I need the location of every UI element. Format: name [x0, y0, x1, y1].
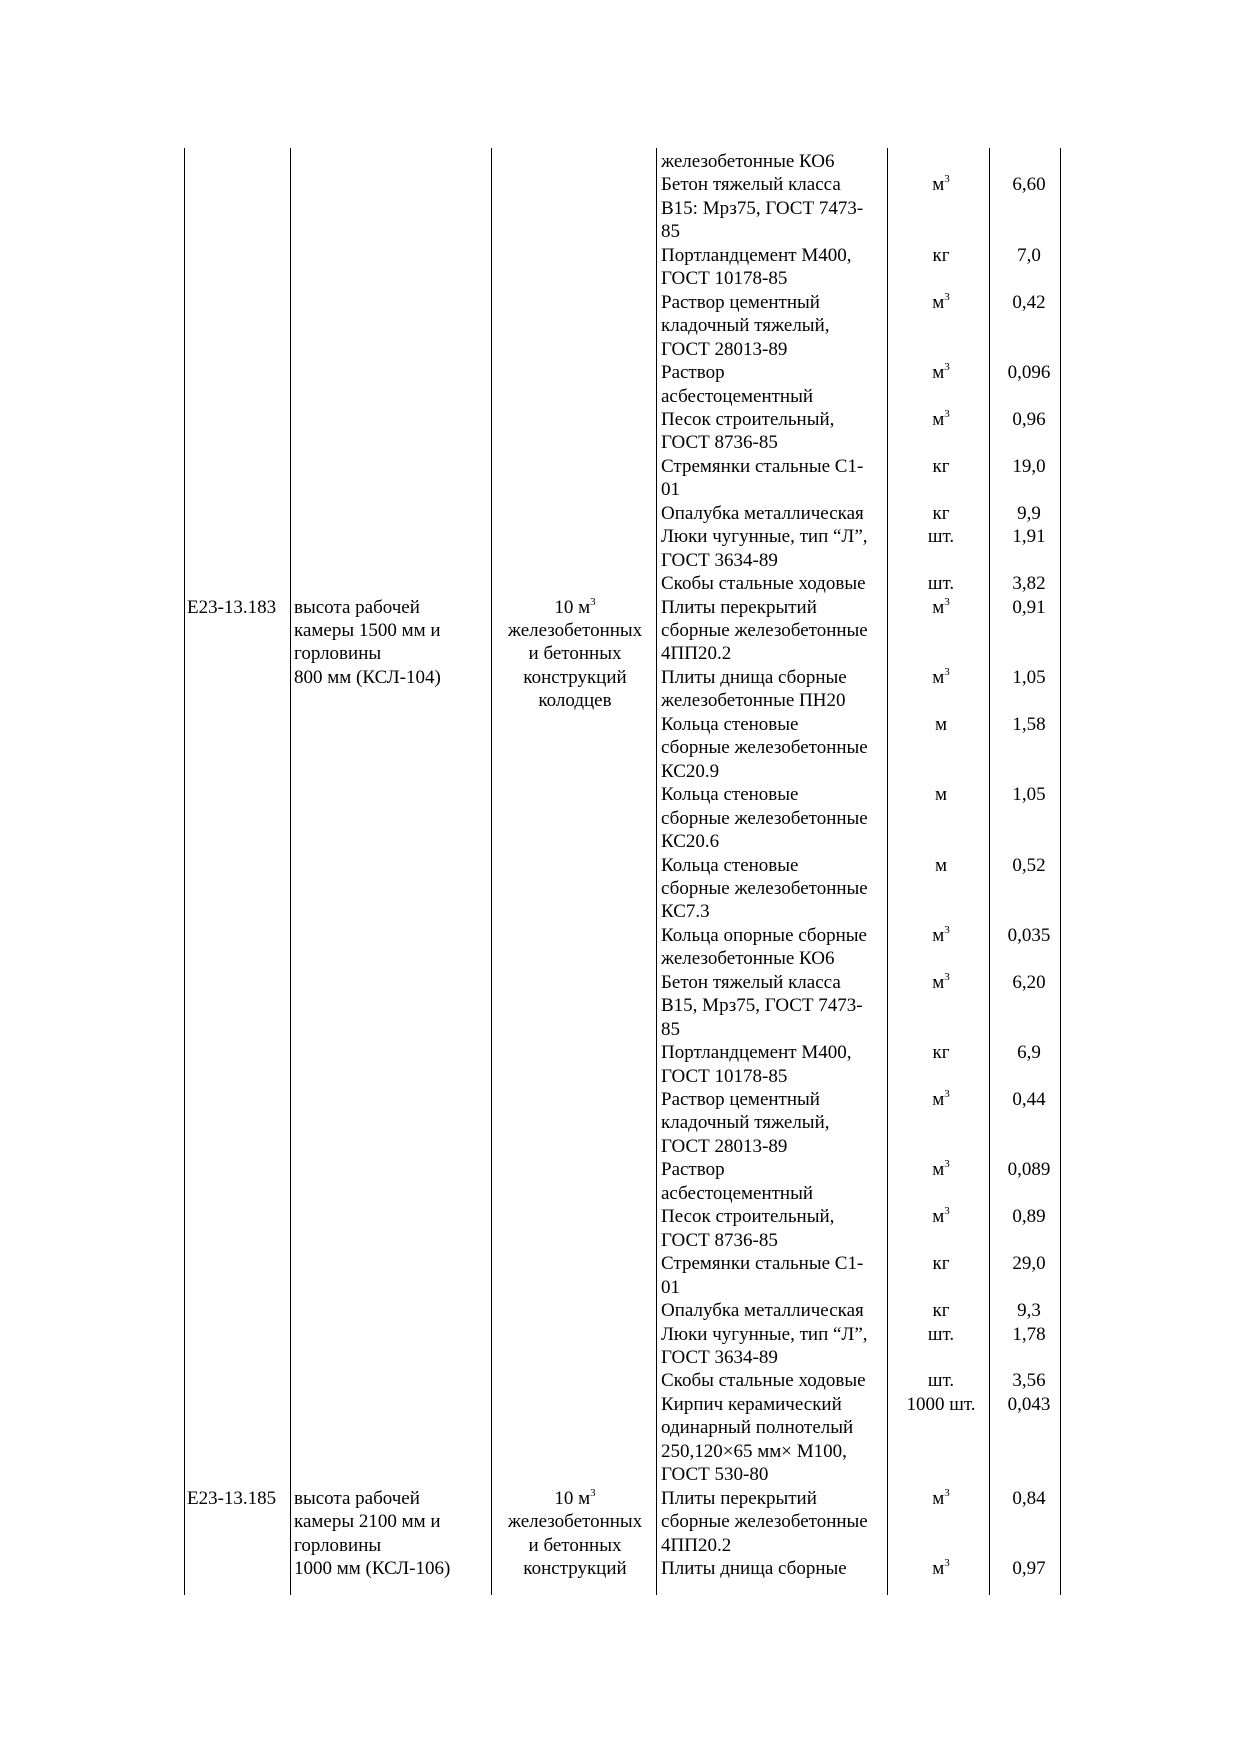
measure-unit: $м^3$ — [932, 595, 950, 618]
resource-name: Портландцемент М400, — [661, 1042, 852, 1064]
unit-exponent: 3 — [944, 1557, 950, 1569]
resource-name: 4ПП20.2 — [661, 1534, 732, 1556]
resource-name: ГОСТ 10178-85 — [661, 268, 788, 290]
measure-unit: шт. — [927, 573, 955, 595]
norm-description: высота рабочей — [294, 596, 420, 618]
resource-name: одинарный полнотелый — [661, 1417, 854, 1439]
norm-unit: 10 $м^3$ — [554, 1486, 596, 1509]
resource-name: Плиты перекрытий — [661, 1487, 817, 1509]
quantity-value: 0,096 — [1007, 362, 1051, 384]
norm-unit: конструкций — [523, 666, 627, 688]
unit-exponent: 3 — [590, 1486, 596, 1499]
quantity-value: 0,089 — [1007, 1159, 1051, 1181]
quantity-value: 0,52 — [1012, 854, 1046, 876]
quantity-value: 29,0 — [1012, 1253, 1046, 1275]
resource-name: Опалубка металлическая — [661, 1300, 864, 1322]
unit-exponent: 3 — [944, 1205, 950, 1218]
resource-name: Стремянки стальные С1- — [661, 455, 864, 477]
measure-unit: кг — [932, 1042, 950, 1064]
resource-name: ГОСТ 530-80 — [661, 1464, 769, 1486]
unit-exponent: 3 — [944, 1486, 950, 1499]
quantity-value: 0,89 — [1012, 1206, 1046, 1228]
norm-description: горловины — [294, 1534, 382, 1556]
resource-name: Песок строительный, — [661, 1206, 835, 1228]
resource-name: Бетон тяжелый класса — [661, 174, 841, 196]
quantity-value: 3,82 — [1012, 573, 1046, 595]
measure-unit: $м^3$ — [932, 665, 950, 688]
unit-exponent: 3 — [944, 361, 950, 374]
measure-unit: кг — [932, 244, 950, 266]
measure-unit: кг — [932, 502, 950, 524]
measure-unit: 1000 шт. — [906, 1393, 976, 1415]
resource-name: Плиты перекрытий — [661, 596, 817, 618]
resource-name: 85 — [661, 221, 680, 243]
resource-name: Раствор цементный — [661, 291, 820, 313]
resource-name: Песок строительный, — [661, 408, 835, 430]
measure-unit: шт. — [927, 526, 955, 548]
unit-exponent: 3 — [944, 923, 950, 936]
quantity-value: 0,97 — [1012, 1558, 1046, 1579]
quantity-value: 7,0 — [1017, 244, 1041, 266]
resource-name: Кольца опорные сборные — [661, 924, 867, 946]
resource-name: сборные железобетонные — [661, 1511, 868, 1533]
measure-unit: шт. — [927, 1370, 955, 1392]
measure-unit: м — [934, 784, 948, 806]
resource-name: Раствор — [661, 362, 725, 384]
column-rule-desc — [491, 148, 492, 1595]
resource-name: Бетон тяжелый класса — [661, 971, 841, 993]
norm-description: горловины — [294, 643, 382, 665]
measure-unit: $м^3$ — [932, 923, 950, 946]
resource-name: Портландцемент М400, — [661, 244, 852, 266]
quantity-value: 9,9 — [1017, 502, 1041, 524]
unit-exponent: 3 — [944, 290, 950, 303]
resource-name: асбестоцементный — [661, 1182, 814, 1204]
resource-name: Люки чугунные, тип “Л”, — [661, 1323, 868, 1345]
resource-name: Стремянки стальные С1- — [661, 1253, 864, 1275]
resource-name: 250,120×65 мм× М100, — [661, 1440, 847, 1462]
resource-name: ГОСТ 3634-89 — [661, 549, 778, 571]
unit-exponent: 3 — [590, 595, 596, 608]
measure-unit: $м^3$ — [932, 970, 950, 993]
resource-name: В15, Мрз75, ГОСТ 7473- — [661, 995, 863, 1017]
resource-name: КС7.3 — [661, 901, 710, 923]
norm-unit: железобетонных — [507, 620, 643, 641]
quantity-value: 1,58 — [1012, 713, 1046, 735]
measure-unit: $м^3$ — [932, 1205, 950, 1228]
resource-name: Скобы стальные ходовые — [661, 1370, 866, 1392]
norm-description: 1000 мм (КСЛ-106) — [294, 1558, 451, 1579]
norm-code: Е23-13.185 — [187, 1487, 277, 1509]
unit-exponent: 3 — [944, 970, 950, 983]
resource-name: сборные железобетонные — [661, 877, 868, 899]
norm-unit: конструкций — [523, 1558, 627, 1579]
measure-unit: кг — [932, 1253, 950, 1275]
quantity-value: 6,20 — [1012, 971, 1046, 993]
quantity-value: 0,035 — [1007, 924, 1051, 946]
resource-name: сборные железобетонные — [661, 737, 868, 759]
resource-name: Раствор цементный — [661, 1089, 820, 1110]
quantity-value: 19,0 — [1012, 455, 1046, 477]
resource-name: ГОСТ 8736-85 — [661, 432, 778, 454]
resource-name: Плиты днища сборные — [661, 666, 847, 688]
measure-unit: м — [934, 854, 948, 876]
quantity-value: 1,05 — [1012, 666, 1046, 688]
resource-name: сборные железобетонные — [661, 620, 868, 641]
norm-unit: колодцев — [538, 690, 612, 712]
resource-name: 01 — [661, 1276, 680, 1298]
resource-name: Кольца стеновые — [661, 713, 799, 735]
measure-unit: $м^3$ — [932, 361, 950, 384]
resource-name: 4ПП20.2 — [661, 643, 732, 665]
resource-name: асбестоцементный — [661, 385, 814, 407]
quantity-value: 3,56 — [1012, 1370, 1046, 1392]
resource-name: сборные железобетонные — [661, 807, 868, 829]
measure-unit: $м^3$ — [932, 1158, 950, 1181]
norm-description: высота рабочей — [294, 1487, 420, 1509]
unit-exponent: 3 — [944, 173, 950, 186]
quantity-value: 6,60 — [1012, 174, 1046, 196]
resource-name: ГОСТ 28013-89 — [661, 1135, 788, 1157]
norm-description: камеры 2100 мм и — [294, 1511, 441, 1533]
measure-unit: шт. — [927, 1323, 955, 1345]
measure-unit: $м^3$ — [932, 1486, 950, 1509]
resource-name: Опалубка металлическая — [661, 502, 864, 524]
quantity-value: 0,84 — [1012, 1487, 1046, 1509]
measure-unit: кг — [932, 455, 950, 477]
measure-unit: $м^3$ — [932, 173, 950, 196]
resource-name: ГОСТ 28013-89 — [661, 338, 788, 360]
resource-name: ГОСТ 10178-85 — [661, 1065, 788, 1087]
quantity-value: 1,91 — [1012, 526, 1046, 548]
measure-unit: м — [934, 713, 948, 735]
resource-name: Люки чугунные, тип “Л”, — [661, 526, 868, 548]
unit-exponent: 3 — [944, 1088, 950, 1100]
norm-description: 800 мм (КСЛ-104) — [294, 666, 441, 688]
resource-name: Кольца стеновые — [661, 854, 799, 876]
measure-unit: $м^3$ — [932, 1088, 950, 1110]
quantity-value: 0,44 — [1012, 1089, 1046, 1110]
measure-unit: $м^3$ — [932, 407, 950, 430]
resource-name: В15: Мрз75, ГОСТ 7473- — [661, 197, 864, 219]
quantity-value: 1,78 — [1012, 1323, 1046, 1345]
norm-code: Е23-13.183 — [187, 596, 277, 618]
resource-name: ГОСТ 3634-89 — [661, 1346, 778, 1368]
norm-unit: 10 $м^3$ — [554, 595, 596, 618]
unit-exponent: 3 — [944, 407, 950, 420]
quantity-value: 0,91 — [1012, 596, 1046, 618]
resource-name: Кирпич керамический — [661, 1393, 842, 1415]
measure-unit: кг — [932, 1300, 950, 1322]
norm-unit: железобетонных — [507, 1511, 643, 1533]
resource-name: Раствор — [661, 1159, 725, 1181]
measure-unit: $м^3$ — [932, 1557, 950, 1579]
norm-unit: и бетонных — [528, 643, 622, 665]
resource-name: Кольца стеновые — [661, 784, 799, 806]
unit-exponent: 3 — [944, 595, 950, 608]
measure-unit: $м^3$ — [932, 290, 950, 313]
resource-name: КС20.6 — [661, 831, 720, 853]
resource-name: 85 — [661, 1018, 680, 1040]
resource-name: кладочный тяжелый, — [661, 315, 830, 337]
resource-name: 01 — [661, 479, 680, 501]
resource-name: железобетонные ПН20 — [661, 690, 846, 712]
resource-name: Скобы стальные ходовые — [661, 573, 866, 595]
quantity-value: 6,9 — [1017, 1042, 1041, 1064]
quantity-value: 1,05 — [1012, 784, 1046, 806]
unit-exponent: 3 — [944, 1158, 950, 1171]
resource-name: железобетонные КО6 — [661, 151, 835, 172]
resource-name: ГОСТ 8736-85 — [661, 1229, 778, 1251]
resource-name: КС20.9 — [661, 760, 720, 782]
column-rule-unit — [656, 148, 657, 1595]
resource-name: Плиты днища сборные — [661, 1558, 847, 1579]
quantity-value: 0,043 — [1007, 1393, 1051, 1415]
resource-name: железобетонные КО6 — [661, 948, 835, 970]
norm-description: камеры 1500 мм и — [294, 620, 441, 641]
resource-name: кладочный тяжелый, — [661, 1112, 830, 1134]
unit-exponent: 3 — [944, 665, 950, 678]
quantity-value: 0,96 — [1012, 408, 1046, 430]
norm-unit: и бетонных — [528, 1534, 622, 1556]
quantity-value: 9,3 — [1017, 1300, 1041, 1322]
quantity-value: 0,42 — [1012, 291, 1046, 313]
column-rule-code — [290, 148, 291, 1595]
column-rule-left — [184, 148, 185, 1595]
